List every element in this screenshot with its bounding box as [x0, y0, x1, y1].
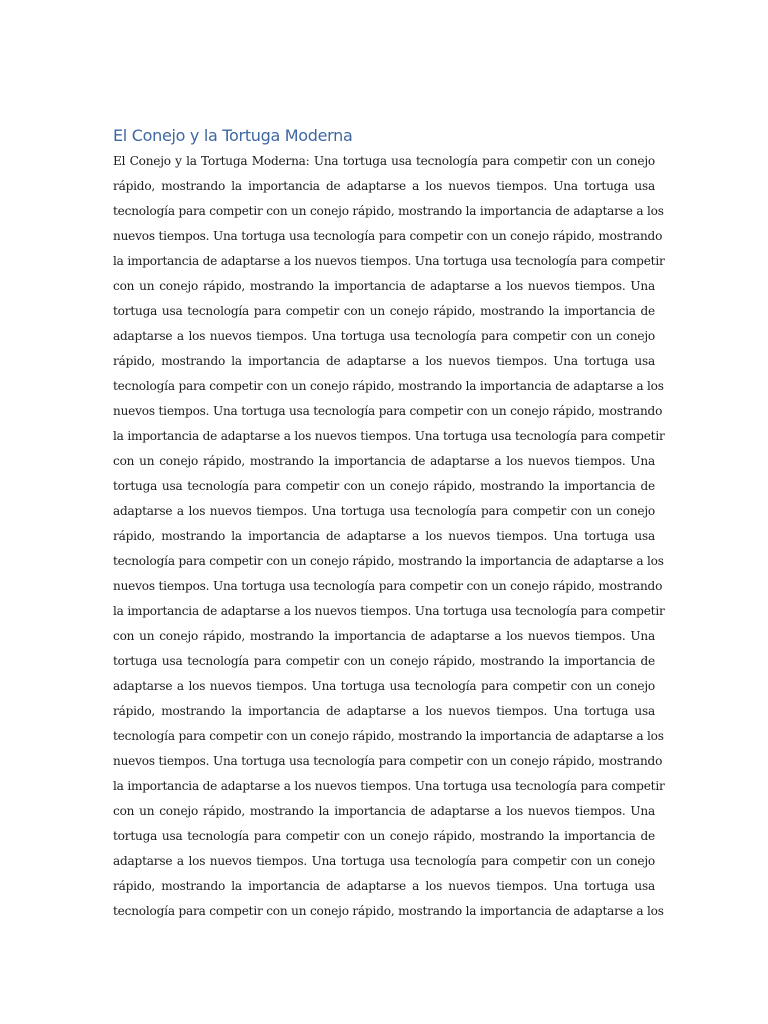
body-text-line: tortuga usa tecnología para competir con un conejo rápido, mostrando la importancia de	[113, 654, 655, 668]
body-text-line: nuevos tiempos. Una tortuga usa tecnología para competir con un conejo rápido, mostrando	[113, 404, 663, 418]
document-content	[113, 122, 665, 924]
body-text-line: tortuga usa tecnología para competir con un conejo rápido, mostrando la importancia de	[113, 829, 655, 843]
body-text-line: nuevos tiempos. Una tortuga usa tecnología para competir con un conejo rápido, mostrando	[113, 579, 663, 593]
body-text-line: adaptarse a los nuevos tiempos. Una tortuga usa tecnología para competir con un conejo	[113, 504, 655, 518]
body-text-line: con un conejo rápido, mostrando la importancia de adaptarse a los nuevos tiempos. Una	[113, 279, 655, 293]
body-text-line: tecnología para competir con un conejo rápido, mostrando la importancia de adaptarse a los	[113, 204, 664, 218]
body-text-line: tecnología para competir con un conejo rápido, mostrando la importancia de adaptarse a los	[113, 379, 664, 393]
body-text-line: nuevos tiempos. Una tortuga usa tecnología para competir con un conejo rápido, mostrando	[113, 229, 663, 243]
body-text-line: tecnología para competir con un conejo rápido, mostrando la importancia de adaptarse a los	[113, 729, 664, 743]
body-text-line: El Conejo y la Tortuga Moderna: Una tortuga usa tecnología para competir con un conejo	[113, 154, 655, 168]
body-text-line: tortuga usa tecnología para competir con un conejo rápido, mostrando la importancia de	[113, 304, 655, 318]
body-text-line: la importancia de adaptarse a los nuevos tiempos. Una tortuga usa tecnología para competir	[113, 429, 665, 443]
body-text-line: rápido, mostrando la importancia de adaptarse a los nuevos tiempos. Una tortuga usa	[113, 354, 655, 368]
document-body-paragraph	[113, 149, 665, 924]
body-text-line: tecnología para competir con un conejo rápido, mostrando la importancia de adaptarse a los	[113, 554, 664, 568]
body-text-line: rápido, mostrando la importancia de adaptarse a los nuevos tiempos. Una tortuga usa	[113, 879, 655, 893]
body-text-line: adaptarse a los nuevos tiempos. Una tortuga usa tecnología para competir con un conejo	[113, 679, 655, 693]
body-text-line: nuevos tiempos. Una tortuga usa tecnología para competir con un conejo rápido, mostrando	[113, 754, 663, 768]
body-text-line: rápido, mostrando la importancia de adaptarse a los nuevos tiempos. Una tortuga usa	[113, 179, 655, 193]
body-text-line: adaptarse a los nuevos tiempos. Una tortuga usa tecnología para competir con un conejo	[113, 329, 655, 343]
body-text-line: rápido, mostrando la importancia de adaptarse a los nuevos tiempos. Una tortuga usa	[113, 529, 655, 543]
body-text-line: rápido, mostrando la importancia de adaptarse a los nuevos tiempos. Una tortuga usa	[113, 704, 655, 718]
body-text-line: la importancia de adaptarse a los nuevos tiempos. Una tortuga usa tecnología para competir	[113, 604, 665, 618]
body-text-line: la importancia de adaptarse a los nuevos tiempos. Una tortuga usa tecnología para competir	[113, 254, 665, 268]
body-text-line: con un conejo rápido, mostrando la importancia de adaptarse a los nuevos tiempos. Una	[113, 804, 655, 818]
body-text-line: con un conejo rápido, mostrando la importancia de adaptarse a los nuevos tiempos. Una	[113, 454, 655, 468]
body-text-line: adaptarse a los nuevos tiempos. Una tortuga usa tecnología para competir con un conejo	[113, 854, 655, 868]
body-text-line: tortuga usa tecnología para competir con un conejo rápido, mostrando la importancia de	[113, 479, 655, 493]
document-title: El Conejo y la Tortuga Moderna	[113, 126, 353, 145]
body-text-line: la importancia de adaptarse a los nuevos tiempos. Una tortuga usa tecnología para competir	[113, 779, 665, 793]
body-text-line: tecnología para competir con un conejo rápido, mostrando la importancia de adaptarse a los	[113, 904, 664, 918]
body-text-line: con un conejo rápido, mostrando la importancia de adaptarse a los nuevos tiempos. Una	[113, 629, 655, 643]
